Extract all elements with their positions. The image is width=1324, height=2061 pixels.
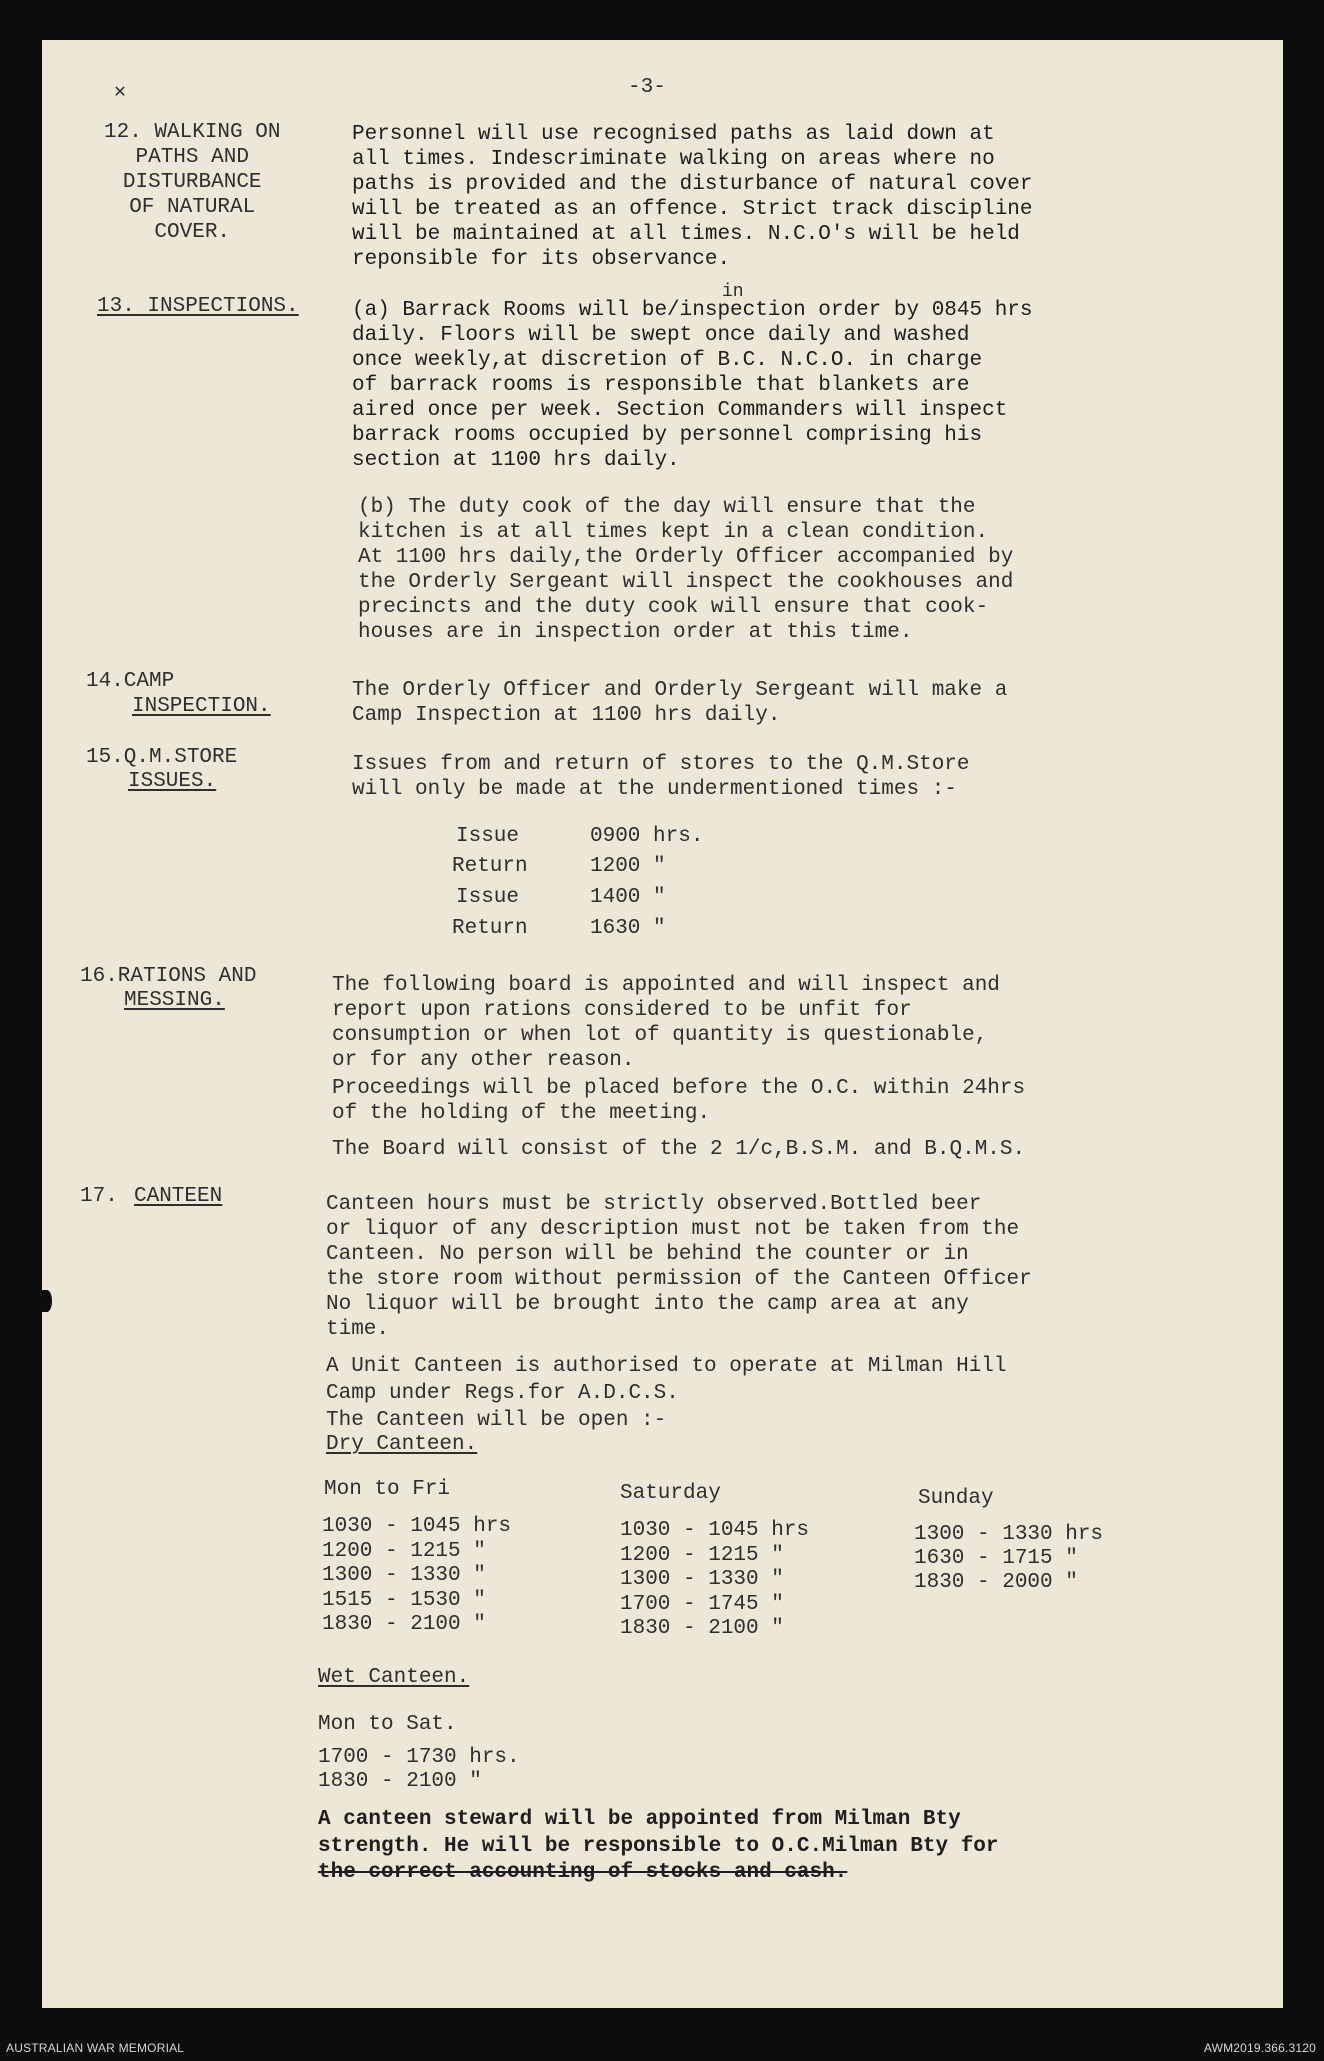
wet-col-head: Mon to Sat. bbox=[318, 1713, 457, 1736]
section-17-body-2: A Unit Canteen is authorised to operate at Milman Hill Camp under Regs.for A.D.C.S. The Canteen will be open :- bbox=[326, 1355, 1007, 1432]
closing-struck-text: the correct accounting of stocks and cash. bbox=[318, 1861, 848, 1884]
section-16-heading-num: 16.RATIONS AND bbox=[80, 965, 257, 988]
section-14-heading-num: 14.CAMP bbox=[86, 670, 175, 693]
footer-accession-number: AWM2019.366.3120 bbox=[1203, 2041, 1316, 2055]
document-page bbox=[42, 40, 1283, 2008]
dry-col-row: 1300 - 1330 hrs bbox=[914, 1523, 1104, 1546]
section-12-heading: 12. WALKING ON PATHS AND DISTURBANCE OF NATURAL COVER. bbox=[104, 121, 281, 244]
section-14-heading-rest: INSPECTION. bbox=[132, 695, 271, 718]
dry-col-head: Mon to Fri bbox=[324, 1478, 451, 1501]
store-time-value: 1630 " bbox=[590, 917, 666, 940]
section-13-insert: in bbox=[722, 282, 744, 302]
section-12-body: Personnel will use recognised paths as laid down at all times. Indescriminate walking on areas where no paths is provided and the disturbance of natural cover will be treated as an offence. Strict track discipline will be maintained at all times. N.C.O's will be held reponsible for its observance. bbox=[352, 123, 1033, 271]
section-17-heading-rest: CANTEEN bbox=[134, 1185, 223, 1208]
store-time-value: 1200 " bbox=[590, 855, 666, 878]
dry-col-row: 1700 - 1745 " bbox=[620, 1593, 784, 1616]
closing-text: A canteen steward will be appointed from Milman Bty strength. He will be responsible to O.C.Milman Bty for bbox=[318, 1808, 999, 1858]
dry-col-row: 1200 - 1215 " bbox=[620, 1544, 784, 1567]
wet-canteen-title: Wet Canteen. bbox=[318, 1666, 470, 1689]
dry-col-head: Saturday bbox=[620, 1482, 721, 1505]
dry-col-row: 1630 - 1715 " bbox=[914, 1547, 1078, 1570]
section-16-body-2: Proceedings will be placed before the O.C. within 24hrs of the holding of the meeting. bbox=[332, 1077, 1026, 1125]
section-13-heading: 13. INSPECTIONS. bbox=[97, 295, 299, 318]
dry-col-row: 1300 - 1330 " bbox=[620, 1568, 784, 1591]
pencil-mark-icon: ✕ bbox=[114, 81, 127, 104]
dry-col-row: 1830 - 2100 " bbox=[322, 1613, 486, 1636]
dry-col-row: 1830 - 2000 " bbox=[914, 1571, 1078, 1594]
dry-col-row: 1200 - 1215 " bbox=[322, 1540, 486, 1563]
section-14-body: The Orderly Officer and Orderly Sergeant will make a Camp Inspection at 1100 hrs daily. bbox=[352, 679, 1008, 727]
section-13-para-b: (b) The duty cook of the day will ensure that the kitchen is at all times kept in a clean condition. At 1100 hrs daily,the Orderly Officer accompanied by the Orderly Sergeant will inspect the cookhouses and precincts and the duty cook will ensure that cook- houses are in inspection order at this time. bbox=[358, 496, 1014, 644]
section-15-heading-rest: ISSUES. bbox=[128, 770, 217, 793]
store-time-label: Return bbox=[452, 917, 528, 940]
store-time-label: Issue bbox=[456, 825, 520, 848]
store-time-label: Issue bbox=[456, 886, 520, 909]
dry-col-row: 1030 - 1045 hrs bbox=[322, 1515, 512, 1538]
footer-source: AUSTRALIAN WAR MEMORIAL bbox=[6, 2041, 185, 2055]
dry-col-row: 1515 - 1530 " bbox=[322, 1589, 486, 1612]
page-number: -3- bbox=[628, 76, 666, 99]
section-16-body-3: The Board will consist of the 2 1/c,B.S.M. and B.Q.M.S. bbox=[332, 1138, 1026, 1161]
section-16-body: The following board is appointed and will inspect and report upon rations considered to be unfit for consumption or when lot of quantity is questionable, or for any other reason. bbox=[332, 974, 1000, 1072]
dry-col-row: 1830 - 2100 " bbox=[620, 1617, 784, 1640]
binder-notch bbox=[42, 1290, 52, 1312]
store-time-value: 0900 hrs. bbox=[590, 825, 704, 848]
section-15-body: Issues from and return of stores to the Q.M.Store will only be made at the undermentioned times :- bbox=[352, 753, 970, 801]
section-16-heading-rest: MESSING. bbox=[124, 989, 225, 1012]
wet-row: 1700 - 1730 hrs. bbox=[318, 1746, 520, 1769]
store-time-label: Return bbox=[452, 855, 528, 878]
wet-row: 1830 - 2100 " bbox=[318, 1770, 482, 1793]
section-17-heading-num: 17. bbox=[80, 1185, 118, 1208]
dry-col-head: Sunday bbox=[918, 1487, 994, 1510]
dry-col-row: 1030 - 1045 hrs bbox=[620, 1519, 810, 1542]
section-15-heading-num: 15.Q.M.STORE bbox=[86, 746, 238, 769]
section-13-para-a: (a) Barrack Rooms will be/inspection order by 0845 hrs daily. Floors will be swept once daily and washed once weekly,at discretion of B.C. N.C.O. in charge of barrack rooms is responsible that blankets are aired once per week. Section Commanders will inspect barrack rooms occupied by personnel comprising his section at 1100 hrs daily. bbox=[352, 299, 1033, 472]
section-17-body: Canteen hours must be strictly observed.Bottled beer or liquor of any description must not be taken from the Canteen. No person will be behind the counter or in the store room without permission of the Canteen Officer No liquor will be brought into the camp area at any time. bbox=[326, 1193, 1032, 1341]
dry-col-row: 1300 - 1330 " bbox=[322, 1564, 486, 1587]
dry-canteen-title: Dry Canteen. bbox=[326, 1433, 478, 1456]
store-time-value: 1400 " bbox=[590, 886, 666, 909]
